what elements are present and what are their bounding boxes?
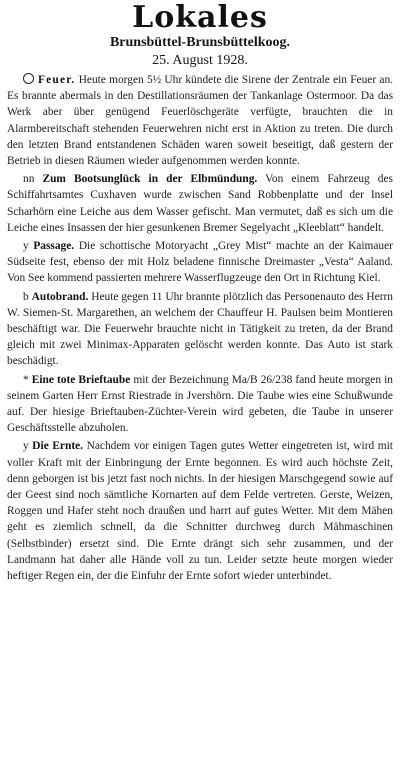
article-author-mark: y bbox=[23, 440, 29, 453]
article-headline: Passage. bbox=[33, 240, 75, 253]
issue-date: 25. August 1928. bbox=[152, 53, 248, 68]
article-body: Von einem Fahrzeug des Schiffahrtsamtes Cuxhaven wurde zwischen Sand Robbenplatte und der Insel Scharhörn eine Leiche aus dem Wasser gefischt. Man vermutet, daß es sich um die Leiche eines Insassen der hier gesunkenen Bremer Segelyacht „Kleeblatt“ handelt. bbox=[7, 173, 393, 234]
article-autobrand bbox=[7, 289, 393, 370]
article-brieftaube bbox=[7, 372, 393, 437]
article-headline: Autobrand. bbox=[31, 290, 89, 303]
article-author-mark: * bbox=[23, 373, 29, 386]
article-column bbox=[7, 72, 393, 586]
article-author-mark: nn bbox=[23, 173, 35, 186]
article-body: Heute morgen 5½ Uhr kündete die Sirene der Zentrale ein Feuer an. Es brannte abermals in den Destillationsräumen der Tankanlage Ostermoor. Da das Werk aber über genügend Feuerlöschgeräte verfügte, brauchten die in Alarmbereitschaft stehenden Feuerwehren nicht erst in Aktion zu treten. Die durch den letzten Brand entstandenen Schäden waren soweit beseitigt, daß gestern der Betrieb in diesen Räumen wieder aufgenommen werden konnte. bbox=[7, 74, 393, 168]
section-subtitle: Brunsbüttel-Brunsbüttelkoog. bbox=[109, 35, 291, 50]
circle-icon bbox=[23, 73, 34, 84]
article-headline: Die Ernte. bbox=[32, 440, 84, 453]
masthead bbox=[0, 0, 400, 69]
article-body: mit der Bezeichnung Ma/B 26/238 fand heute morgen in seinem Garten Herr Ernst Riestrade in Jvershörn. Die Taube wies eine Schußwunde auf. Der hiesige Brieftauben-Züchter-Verein wird gebeten, die Taube in unserer Geschäftsstelle abzuholen. bbox=[7, 373, 393, 435]
article-body: Heute gegen 11 Uhr brannte plötzlich das Personenauto des Herrn W. Siemen-St. Margarethen, an welchem der Chauffeur H. Paulsen beim Montieren beschäftigt war. Die Feuerwehr brauchte nicht in Tätigkeit zu treten, da der Brand gleich mit zwei Minimax-Apparaten gelöscht werden konnte. Das Auto ist stark beschädigt. bbox=[7, 290, 393, 368]
article-author-mark: y bbox=[23, 240, 29, 253]
article-ernte bbox=[7, 438, 393, 584]
article-body: Die schottische Motoryacht „Grey Mist“ machte an der Kaimauer Südseite fest, ebenso der mit Holz beladene finnische Dreimaster „Vesta“ Aaland. Von See kommend passierten mehrere Wasserflugzeuge den Ort in Richtung Kiel. bbox=[7, 240, 393, 285]
article-headline: Eine tote Brieftaube bbox=[31, 373, 131, 386]
article-feuer bbox=[7, 72, 393, 169]
article-body: Nachdem vor einigen Tagen gutes Wetter eingetreten ist, wird mit voller Kraft mit der Einbringung der Ernte begonnen. Es wird auch höchste Zeit, denn geborgen ist bis jetzt fast noch nichts. In der hiesigen Marschgegend sowie auf der Geest sind noch sämtliche Kornarten auf dem Felde vertreten. Gerste, Weizen, Roggen und Hafer steht noch draußen und harrt auf gutes Wetter. Mit dem Mähen geht es ziemlich schnell, da die Schnitter durchweg durch Mähmaschinen (Selbstbinder) ersetzt sind. Die Ernte drängt sich sehr zusammen, und der Landmann hat daher alle Hände voll zu tun. Leider setzte heute morgen wieder heftiger Regen ein, der die Einfuhr der Ernte sofort wieder unterbindet. bbox=[7, 440, 393, 583]
article-bootsunglueck bbox=[7, 171, 393, 236]
article-headline: Zum Bootsunglück in der Elbmündung. bbox=[42, 173, 258, 186]
article-headline: Feuer. bbox=[38, 74, 76, 86]
section-title: Lokales bbox=[132, 0, 268, 35]
article-author-mark: b bbox=[23, 290, 29, 303]
article-passage bbox=[7, 238, 393, 287]
